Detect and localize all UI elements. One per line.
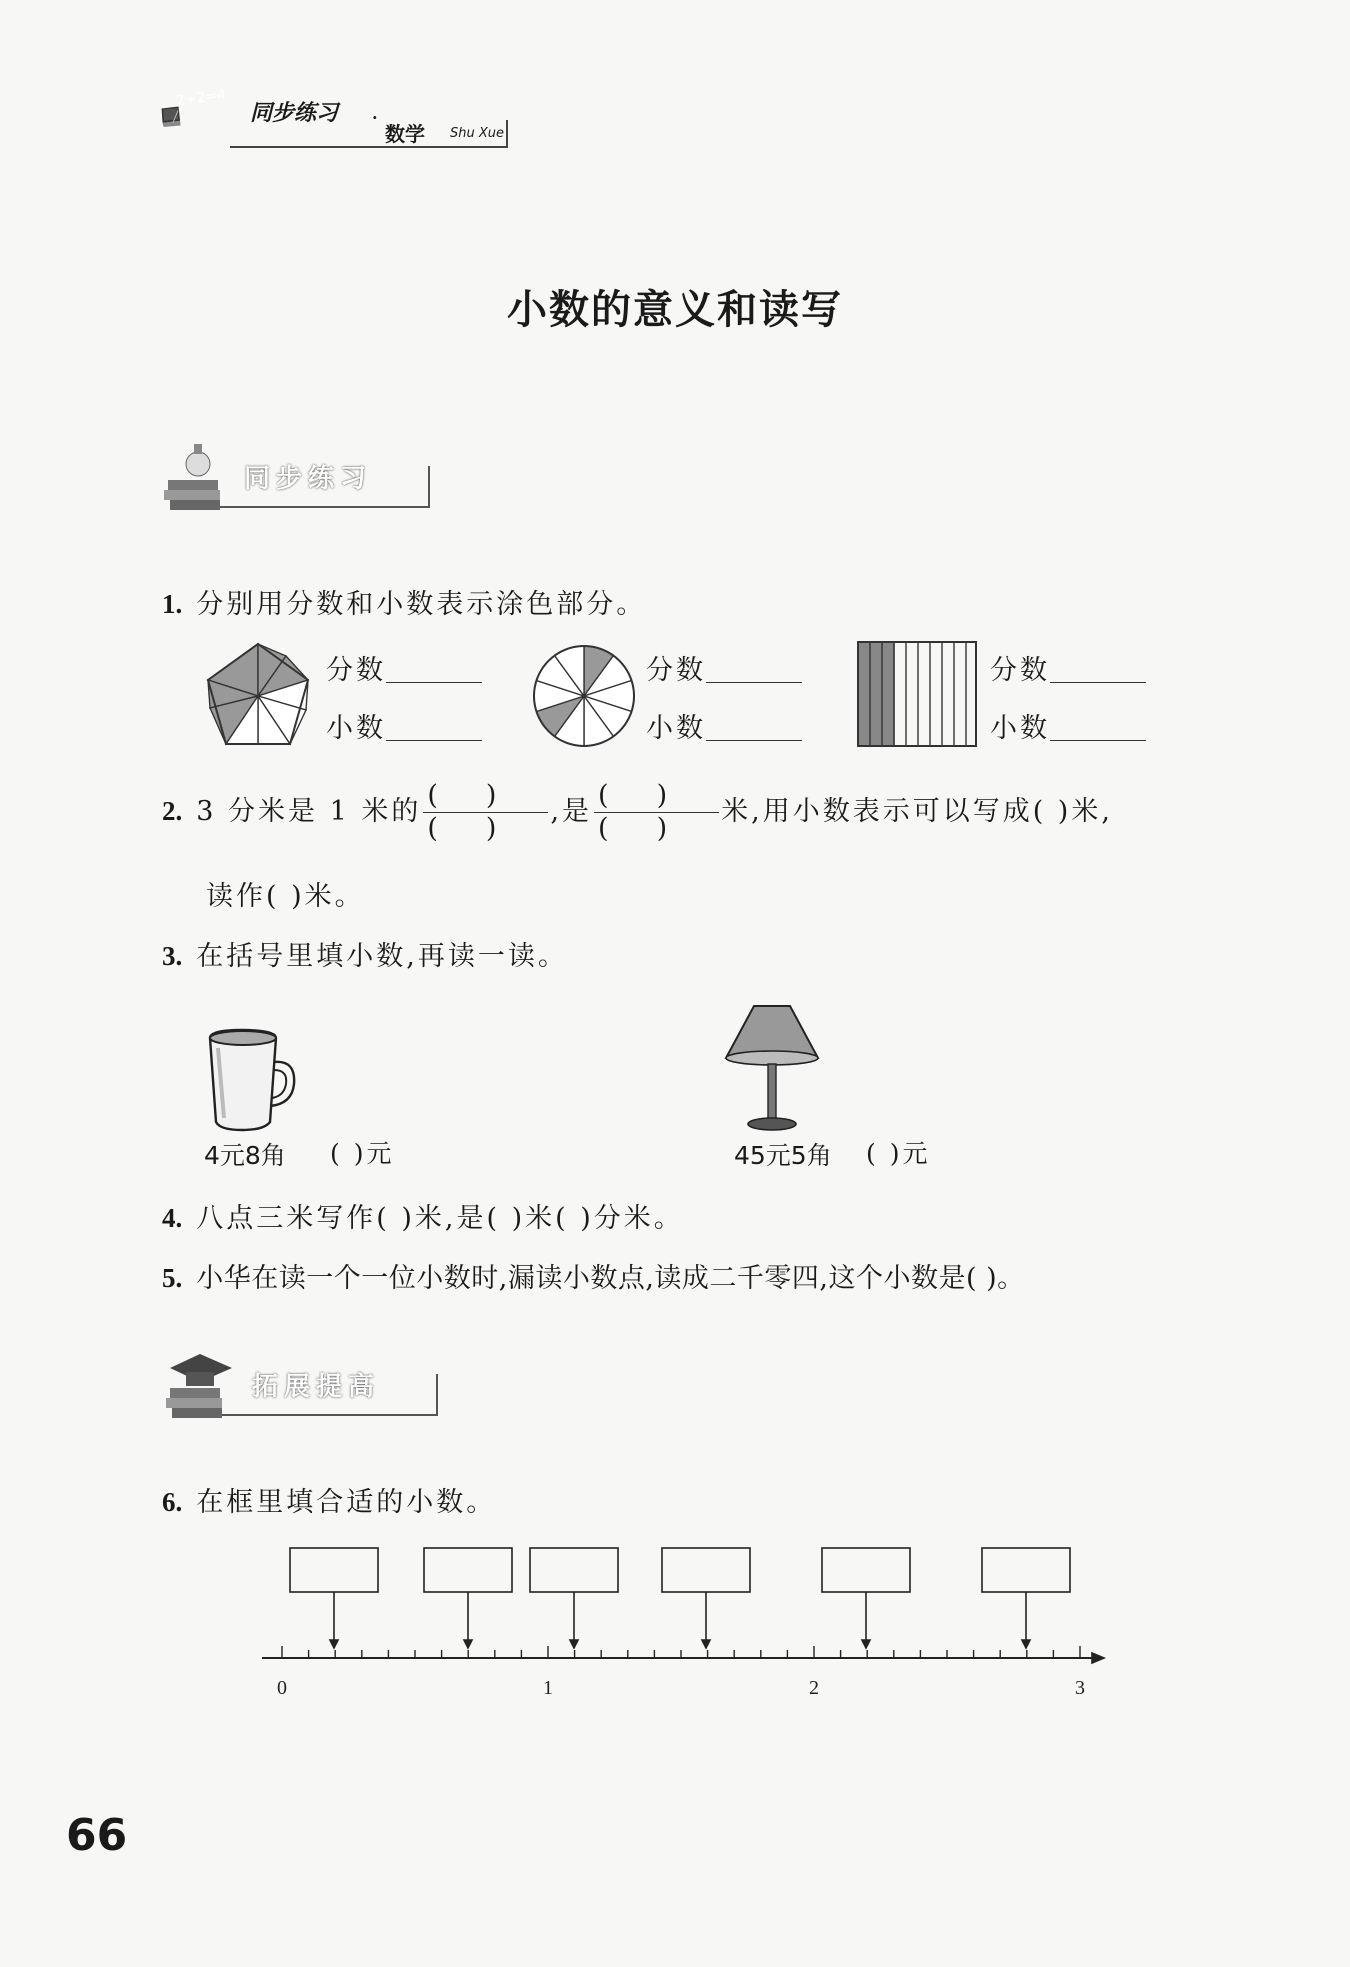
question-1-number: 1. (162, 589, 183, 619)
cup-answer-blank[interactable]: ( )元 (330, 1139, 395, 1168)
question-1-text: 分别用分数和小数表示涂色部分。 (196, 589, 647, 620)
fraction-blank[interactable] (386, 681, 482, 683)
section-practice-header (160, 440, 430, 515)
question-2-line2: 读作( )米。 (206, 881, 365, 912)
question-1 (162, 582, 646, 621)
question-6-text: 在框里填合适的小数。 (196, 1487, 497, 1518)
question-6 (162, 1480, 496, 1519)
axis-label-0: 0 (277, 1677, 287, 1699)
header-blackboard-icon (160, 72, 250, 162)
question-5-text: 小华在读一个一位小数时,漏读小数点,读成二千零四,这个小数是( )。 (196, 1263, 1025, 1294)
question-4 (162, 1196, 684, 1235)
header-series: 同步练习 (250, 101, 339, 126)
page-number: 66 (66, 1810, 128, 1861)
q1-fig2-fraction (646, 648, 802, 687)
lamp-price: 45元5角 (734, 1141, 832, 1170)
axis-label-2: 2 (809, 1677, 819, 1699)
question-5 (162, 1256, 1025, 1295)
question-2 (162, 780, 1113, 845)
fraction-label: 分数 (326, 655, 386, 686)
answer-box-3[interactable] (530, 1548, 618, 1592)
page-title: 小数的意义和读写 (507, 286, 843, 333)
header-underline-end (506, 120, 508, 148)
circle-figure (532, 644, 636, 748)
question-2-part3: 米,用小数表示可以写成( )米, (721, 796, 1113, 827)
question-4-text: 八点三米写作( )米,是( )米( )分米。 (196, 1203, 684, 1234)
header-dot: · (372, 108, 378, 127)
question-4-number: 4. (162, 1203, 183, 1233)
header-subject: 数学 (385, 122, 425, 146)
question-3-number: 3. (162, 941, 183, 971)
axis-label-3: 3 (1075, 1677, 1085, 1699)
q1-fig3-decimal (990, 706, 1146, 745)
answer-box-2[interactable] (424, 1548, 512, 1592)
answer-box-4[interactable] (662, 1548, 750, 1592)
question-6-number: 6. (162, 1487, 183, 1517)
question-5-number: 5. (162, 1263, 183, 1293)
fraction-blank-2[interactable]: $\frac{()}{()}$ (594, 780, 719, 845)
header-subject-pinyin: Shu Xue (450, 126, 505, 141)
header-badge-text: 2+2=4 (175, 86, 228, 110)
section-extension-label: 拓展提高 (252, 1372, 381, 1402)
question-2-part1: 3 分米是 1 米的 (196, 796, 422, 827)
cup-icon (204, 1028, 296, 1132)
fraction-label: 分数 (990, 655, 1050, 686)
q1-fig1-fraction (326, 648, 482, 687)
strips-figure (856, 640, 978, 748)
lamp-answer-blank[interactable]: ( )元 (866, 1139, 931, 1168)
axis-label-1: 1 (543, 1677, 553, 1699)
q1-fig2-decimal (646, 706, 802, 745)
decimal-label: 小数 (326, 713, 386, 744)
number-line-figure (250, 1546, 1110, 1706)
question-3 (162, 934, 568, 973)
answer-box-6[interactable] (982, 1548, 1070, 1592)
question-2-part2: ,是 (550, 796, 593, 827)
q1-fig1-decimal (326, 706, 482, 745)
decimal-blank[interactable] (706, 739, 802, 741)
question-2-number: 2. (162, 796, 183, 826)
answer-box-1[interactable] (290, 1548, 378, 1592)
decimal-blank[interactable] (1050, 739, 1146, 741)
decimal-blank[interactable] (386, 739, 482, 741)
header-underline (230, 146, 508, 148)
decimal-label: 小数 (646, 713, 706, 744)
section-extension-header (160, 1348, 440, 1423)
fraction-blank[interactable] (1050, 681, 1146, 683)
arrow-right-icon (1092, 1653, 1104, 1663)
fraction-blank-1[interactable]: $\frac{()}{()}$ (423, 780, 548, 845)
q1-fig3-fraction (990, 648, 1146, 687)
lamp-icon (724, 1002, 820, 1134)
cup-price: 4元8角 (204, 1141, 286, 1170)
fraction-label: 分数 (646, 655, 706, 686)
pentagon-figure (202, 640, 314, 748)
fraction-blank[interactable] (706, 681, 802, 683)
decimal-label: 小数 (990, 713, 1050, 744)
answer-box-5[interactable] (822, 1548, 910, 1592)
question-3-text: 在括号里填小数,再读一读。 (196, 941, 568, 972)
section-practice-label: 同步练习 (244, 464, 373, 494)
